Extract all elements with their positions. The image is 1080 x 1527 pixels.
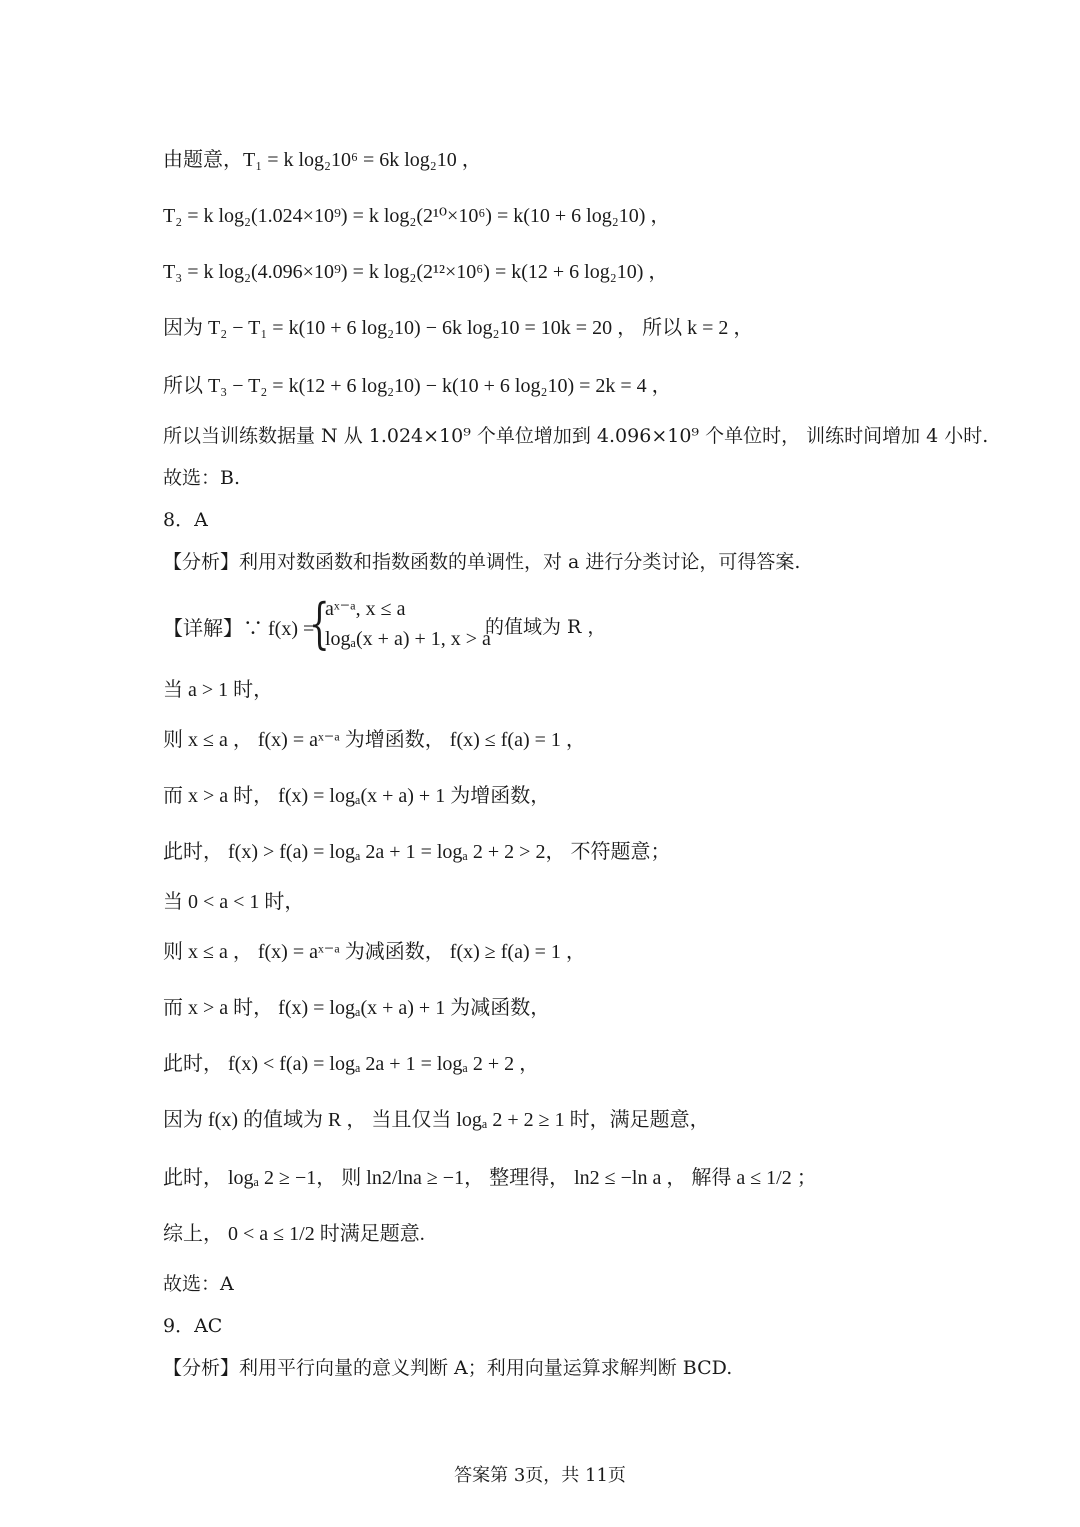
text-line-21: 故选：A [163, 1273, 234, 1295]
detail-suffix: 的值域为 R ， [485, 616, 607, 638]
text-line-5: 所以 T₃ − T₂ = k(12 + 6 log₂10) − k(10 + 6 log₂10) = 2k = 4 ， [163, 375, 672, 397]
text-line-19: 此时， logₐ 2 ≥ −1， 则 ln2/lna ≥ −1， 整理得， ln2 ≤ −ln a ， 解得 a ≤ 1/2 ； [163, 1167, 817, 1189]
text-line-11: 则 x ≤ a ， f(x) = aˣ⁻ᵃ 为增函数， f(x) ≤ f(a) = 1 ， [163, 729, 586, 751]
question-8-answer: 8．A [163, 509, 208, 531]
text-line-2: T₂ = k log₂(1.024×10⁹) = k log₂(2¹⁰×10⁶) = k(10 + 6 log₂10) ， [163, 205, 671, 227]
text-line-7: 故选：B. [163, 467, 241, 489]
text-line-18: 因为 f(x) 的值域为 R ， 当且仅当 logₐ 2 + 2 ≥ 1 时，满足题意， [163, 1109, 710, 1131]
piecewise-definition [163, 594, 953, 658]
text-line-17: 此时， f(x) < f(a) = logₐ 2a + 1 = logₐ 2 + 2 ， [163, 1053, 540, 1075]
text-line-20: 综上， 0 < a ≤ 1/2 时满足题意. [163, 1223, 425, 1245]
detail-prefix: 【详解】∵ f(x) = [163, 618, 315, 640]
text-line-3: T₃ = k log₂(4.096×10⁹) = k log₂(2¹²×10⁶) = k(12 + 6 log₂10) ， [163, 261, 669, 283]
text-line-13: 此时， f(x) > f(a) = logₐ 2a + 1 = logₐ 2 + 2 > 2， 不符题意； [163, 841, 671, 863]
text-line-12: 而 x > a 时， f(x) = logₐ(x + a) + 1 为增函数， [163, 785, 551, 807]
text-line-1: 由题意，T₁ = k log₂10⁶ = 6k log₂10 ， [163, 149, 482, 171]
text-line-10: 当 a > 1 时， [163, 679, 274, 701]
analysis-8: 【分析】利用对数函数和指数函数的单调性，对 a 进行分类讨论，可得答案. [163, 551, 801, 573]
page-footer: 答案第 3页，共 11页 [454, 1465, 626, 1486]
text-line-16: 而 x > a 时， f(x) = logₐ(x + a) + 1 为减函数， [163, 997, 551, 1019]
brace-symbol: { [309, 592, 330, 655]
piecewise-case-1: aˣ⁻ᵃ, x ≤ a [325, 598, 406, 620]
text-line-15: 则 x ≤ a ， f(x) = aˣ⁻ᵃ 为减函数， f(x) ≥ f(a) = 1 ， [163, 941, 586, 963]
text-line-6: 所以当训练数据量 N 从 1.024×10⁹ 个单位增加到 4.096×10⁹ 个单位时， 训练时间增加 4 小时. [163, 425, 989, 447]
piecewise-case-2: logₐ(x + a) + 1, x > a [325, 628, 491, 650]
text-line-14: 当 0 < a < 1 时， [163, 891, 305, 913]
text-line-4: 因为 T₂ − T₁ = k(10 + 6 log₂10) − 6k log₂10 = 10k = 20 ， 所以 k = 2 ， [163, 317, 754, 339]
analysis-9: 【分析】利用平行向量的意义判断 A；利用向量运算求解判断 BCD. [163, 1357, 733, 1379]
question-9-answer: 9．AC [163, 1315, 223, 1337]
